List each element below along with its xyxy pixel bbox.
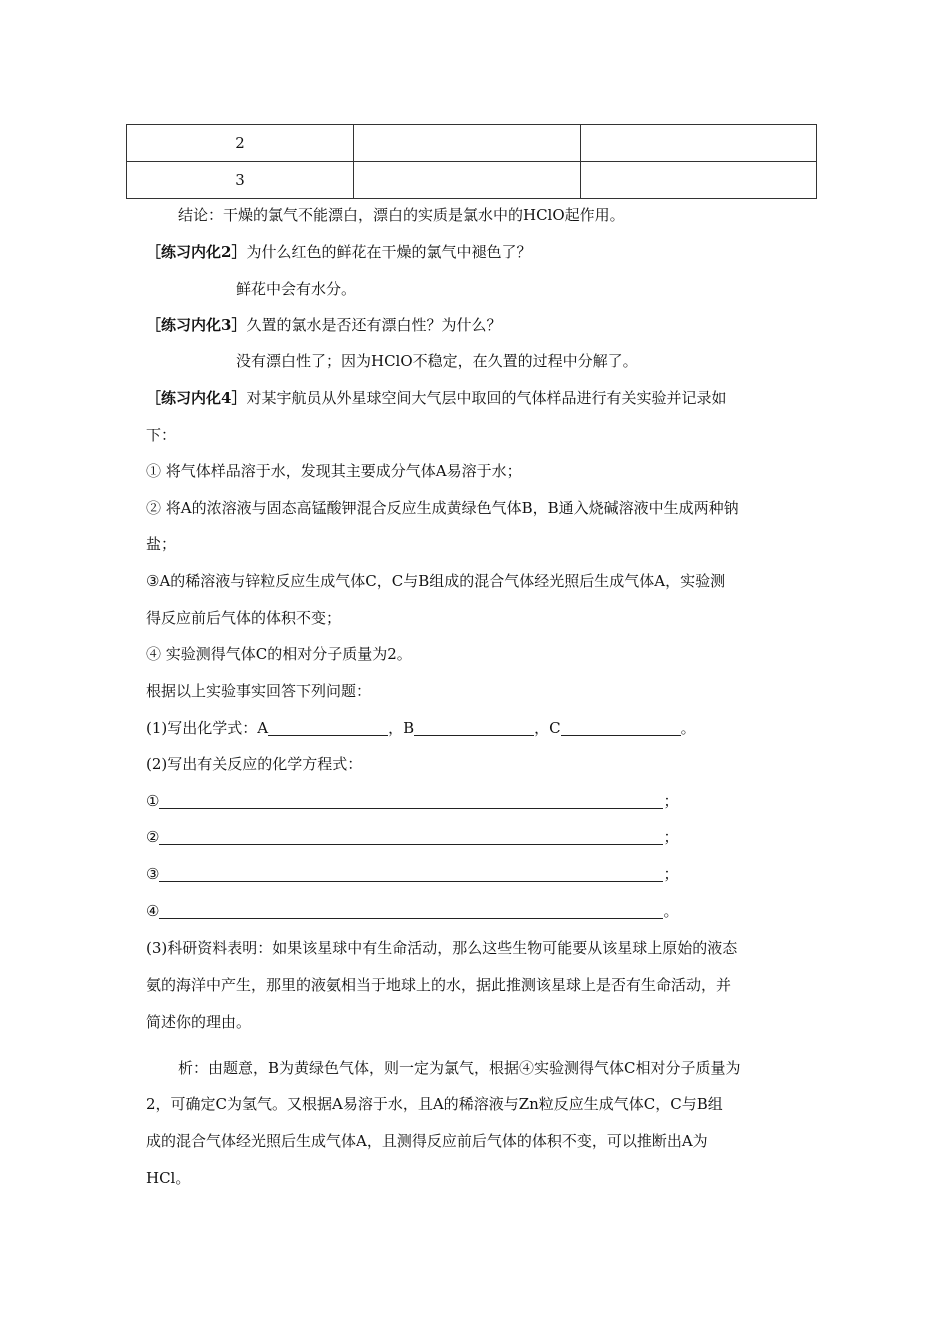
question-1-c: ，C [534, 719, 561, 737]
answer-blank-a[interactable] [268, 719, 388, 736]
exercise-3-label: ［练习内化3］ [146, 316, 247, 334]
table-cell-num: 2 [127, 125, 354, 162]
question-3-line2: 氨的海洋中产生，那里的液氨相当于地球上的水，据此推测该星球上是否有生命活动，并 [146, 976, 732, 994]
step-4: ④ 实验测得气体C的相对分子质量为2。 [146, 645, 412, 663]
question-2: (2)写出有关反应的化学方程式： [146, 755, 363, 773]
question-1-end: 。 [680, 719, 696, 737]
step-2-line1: ② 将A的浓溶液与固态高锰酸钾混合反应生成黄绿色气体B，B通入烧碱溶液中生成两种钠 [146, 499, 739, 517]
equation-line-2 [146, 827, 678, 847]
analysis-line3: 成的混合气体经光照后生成气体A，且测得反应前后气体的体积不变，可以推断出A为 [146, 1132, 708, 1150]
table-row [127, 162, 817, 199]
equation-line-4 [146, 901, 678, 921]
table-row [127, 125, 817, 162]
equation-line-1 [146, 791, 678, 811]
table-cell [354, 162, 581, 199]
equation-blank[interactable] [159, 828, 663, 845]
table-cell-num: 3 [127, 162, 354, 199]
analysis-line1: 析：由题意，B为黄绿色气体，则一定为氯气，根据④实验测得气体C相对分子质量为 [178, 1059, 741, 1077]
equation-end: 。 [663, 902, 679, 920]
table-cell [581, 125, 817, 162]
answer-blank-b[interactable] [414, 719, 534, 736]
exercise-4-intro [146, 388, 726, 408]
answer-blank-c[interactable] [561, 719, 681, 736]
equation-blank[interactable] [159, 865, 663, 882]
question-1-prefix: (1)写出化学式：A [146, 719, 269, 737]
question-1-b: ，B [388, 719, 415, 737]
equation-end: ； [663, 865, 679, 883]
equation-end: ； [663, 828, 679, 846]
analysis-line4: HCl。 [146, 1169, 191, 1187]
exercise-2 [146, 242, 531, 262]
step-1: ① 将气体样品溶于水，发现其主要成分气体A易溶于水； [146, 462, 522, 480]
exercise-4-intro-line1: 对某宇航员从外星球空间大气层中取回的气体样品进行有关实验并记录如 [246, 389, 727, 407]
analysis-line2: 2，可确定C为氢气。又根据A易溶于水，且A的稀溶液与Zn粒反应生成气体C，C与B组 [146, 1095, 723, 1113]
step-2-line2: 盐； [146, 535, 177, 553]
equation-mark: ② [146, 828, 160, 846]
equation-line-3 [146, 864, 678, 884]
question-3-line1: (3)科研资料表明：如果该星球中有生命活动，那么这些生物可能要从该星球上原始的液态 [146, 939, 738, 957]
exercise-3-answer: 没有漂白性了；因为HClO不稳定，在久置的过程中分解了。 [236, 352, 638, 370]
exercise-2-answer: 鲜花中会有水分。 [236, 280, 357, 298]
step-3-line1: ③A的稀溶液与锌粒反应生成气体C，C与B组成的混合气体经光照后生成气体A，实验测 [146, 572, 726, 590]
step-3-line2: 得反应前后气体的体积不变； [146, 609, 342, 627]
question-prompt: 根据以上实验事实回答下列问题： [146, 682, 372, 700]
equation-blank[interactable] [159, 792, 663, 809]
exercise-4-label: ［练习内化4］ [146, 389, 247, 407]
exercise-3 [146, 315, 501, 335]
question-3-line3: 简述你的理由。 [146, 1013, 252, 1031]
results-table [126, 124, 817, 199]
question-1 [146, 718, 696, 738]
exercise-3-question: 久置的氯水是否还有漂白性？为什么？ [246, 316, 502, 334]
conclusion-text: 结论：干燥的氯气不能漂白，漂白的实质是氯水中的HClO起作用。 [178, 206, 625, 224]
exercise-2-question: 为什么红色的鲜花在干燥的氯气中褪色了？ [246, 243, 532, 261]
equation-mark: ③ [146, 865, 160, 883]
table-cell [354, 125, 581, 162]
exercise-4-intro-line2: 下： [146, 426, 177, 444]
equation-end: ； [663, 792, 679, 810]
equation-mark: ① [146, 792, 160, 810]
equation-mark: ④ [146, 902, 160, 920]
exercise-2-label: ［练习内化2］ [146, 243, 247, 261]
table-cell [581, 162, 817, 199]
equation-blank[interactable] [159, 902, 663, 919]
